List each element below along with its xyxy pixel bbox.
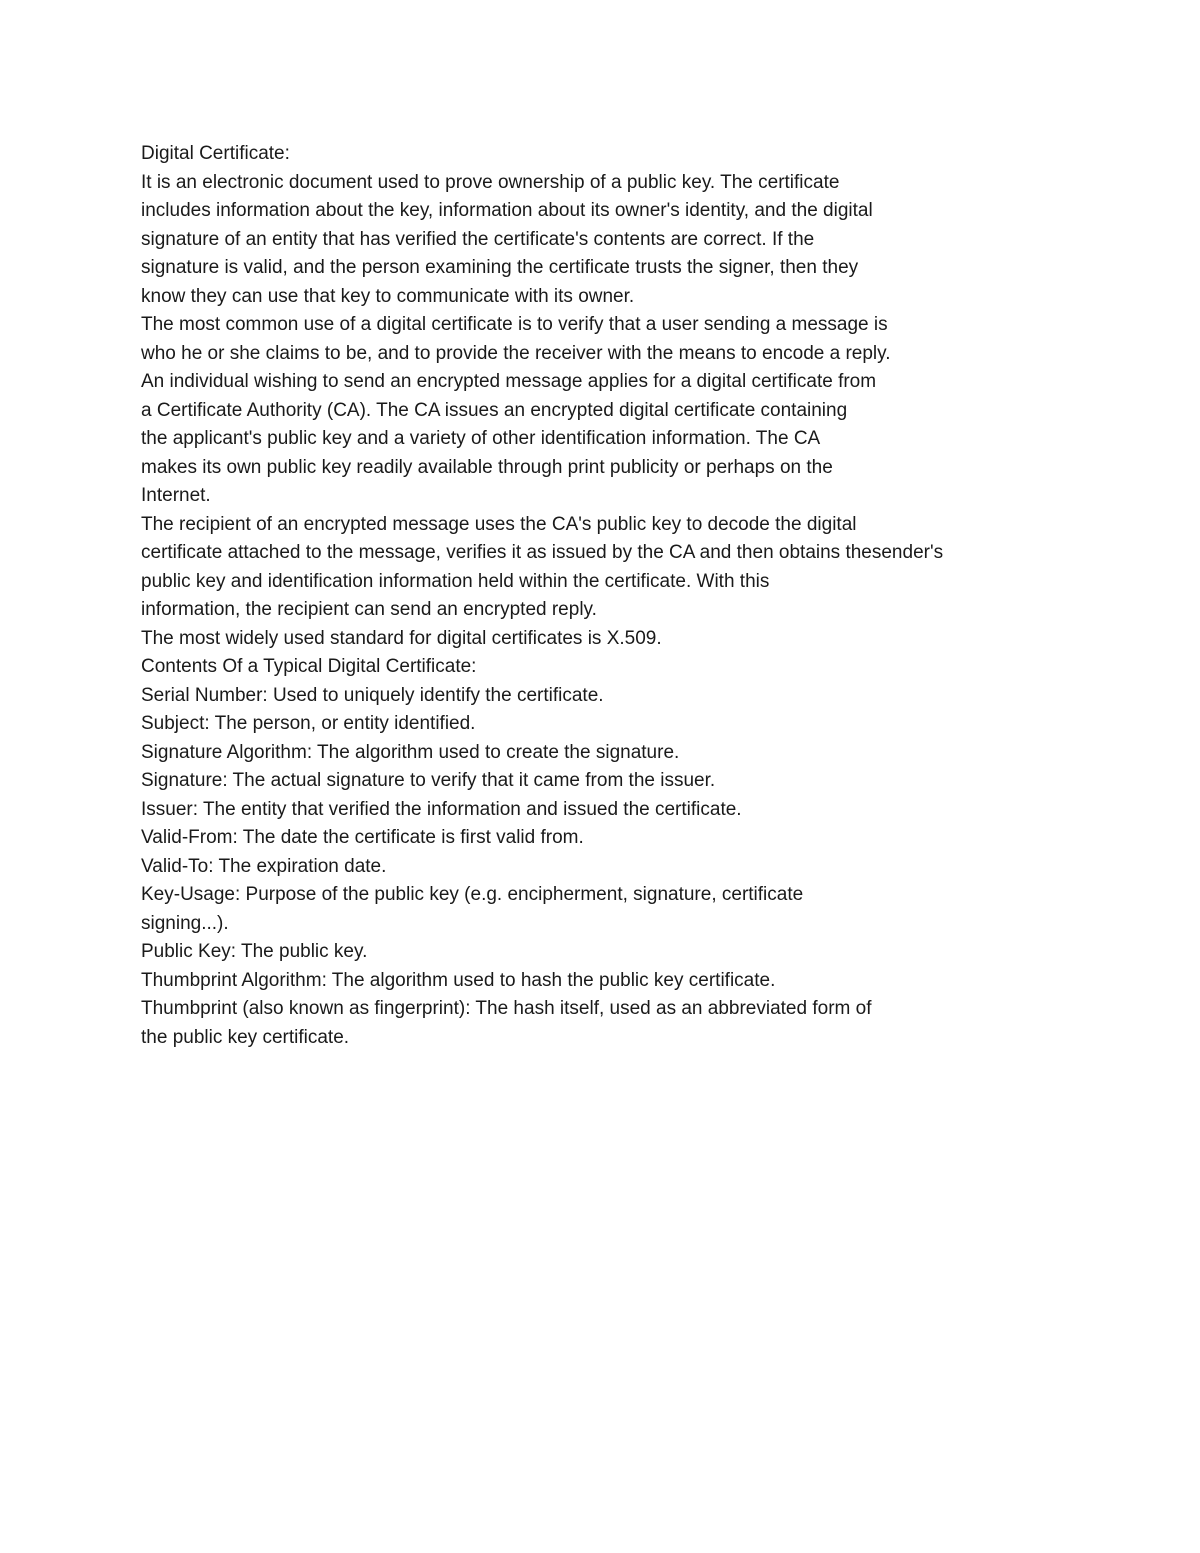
paragraph-line: know they can use that key to communicate with its owner. [141,285,635,307]
field-subject: Subject: The person, or entity identified. [141,713,476,734]
paragraph-line: the applicant's public key and a variety of other identification information. The CA [141,428,821,449]
document-body [141,140,1141,1052]
field-serial-number: Serial Number: Used to uniquely identify the certificate. [141,684,604,706]
contents-heading: Contents Of a Typical Digital Certificate: [141,656,477,677]
field-valid-from: Valid-From: The date the certificate is first valid from. [141,827,584,848]
field-signature: Signature: The actual signature to verify that it came from the issuer. [141,770,716,791]
paragraph-line: public key and identification information held within the certificate. With this [141,570,770,592]
paragraph-line: The recipient of an encrypted message uses the CA's public key to decode the digital [141,513,857,535]
document-heading: Digital Certificate: [141,143,290,164]
field-valid-to: Valid-To: The expiration date. [141,855,387,877]
paragraph-line: signature of an entity that has verified the certificate's contents are correct. If the [141,228,815,250]
field-key-usage-continued: signing...). [141,912,229,934]
paragraph-line: signature is valid, and the person examining the certificate trusts the signer, then they [141,257,859,278]
paragraph-line: Internet. [141,485,211,506]
paragraph-line: information, the recipient can send an encrypted reply. [141,599,597,620]
paragraph-line: certificate attached to the message, verifies it as issued by the CA and then obtains thesender's [141,542,944,563]
field-public-key: Public Key: The public key. [141,941,368,962]
paragraph-line: includes information about the key, information about its owner's identity, and the digital [141,200,873,221]
field-thumbprint-algorithm: Thumbprint Algorithm: The algorithm used to hash the public key certificate. [141,969,776,991]
paragraph-line: makes its own public key readily available through print publicity or perhaps on the [141,456,833,478]
field-key-usage: Key-Usage: Purpose of the public key (e.g. encipherment, signature, certificate [141,884,804,905]
field-thumbprint-continued: the public key certificate. [141,1026,350,1048]
paragraph-line: a Certificate Authority (CA). The CA issues an encrypted digital certificate containing [141,399,848,421]
field-signature-algorithm: Signature Algorithm: The algorithm used to create the signature. [141,741,680,763]
paragraph-line: The most common use of a digital certificate is to verify that a user sending a message is [141,314,888,335]
paragraph-line: An individual wishing to send an encrypted message applies for a digital certificate from [141,371,877,392]
paragraph-line: The most widely used standard for digital certificates is X.509. [141,627,662,649]
field-thumbprint: Thumbprint (also known as fingerprint): The hash itself, used as an abbreviated form of [141,998,872,1019]
paragraph-line: who he or she claims to be, and to provide the receiver with the means to encode a reply. [141,342,891,364]
paragraph-line: It is an electronic document used to prove ownership of a public key. The certificate [141,171,840,193]
field-issuer: Issuer: The entity that verified the information and issued the certificate. [141,798,742,820]
